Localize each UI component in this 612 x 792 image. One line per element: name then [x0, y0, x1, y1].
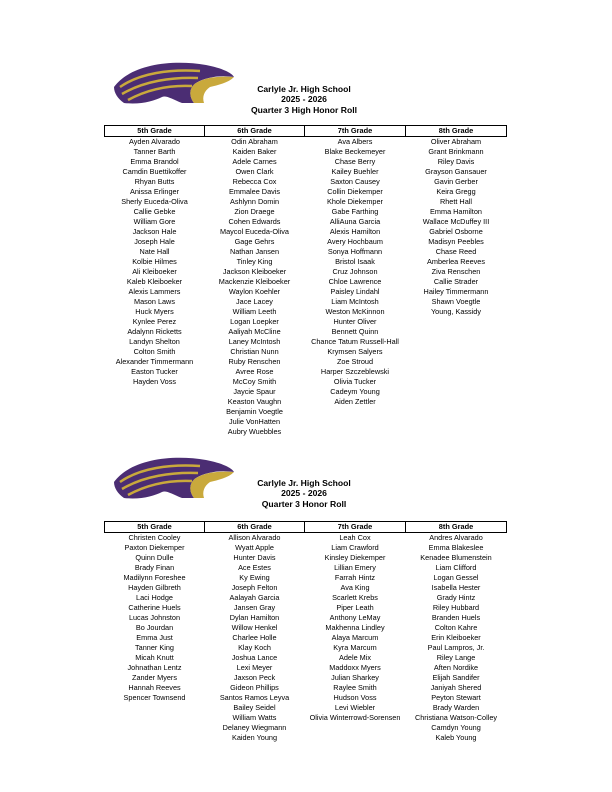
- student-name: Keira Gregg: [436, 186, 476, 196]
- student-name: Zoe Stroud: [336, 356, 374, 366]
- student-name: Julian Sharkey: [331, 672, 379, 682]
- table-row: [105, 187, 507, 197]
- student-name: Dylan Hamilton: [229, 612, 280, 622]
- student-name: Julie VonHatten: [228, 416, 281, 426]
- student-name: Maddoxx Myers: [329, 662, 381, 672]
- student-name: Young, Kassidy: [430, 306, 482, 316]
- student-name: [406, 357, 507, 367]
- student-name: Rhyan Butts: [134, 176, 175, 186]
- table-row: [105, 623, 507, 633]
- student-name: Kolbie Hilmes: [132, 256, 177, 266]
- student-name: Alexander Timmermann: [115, 356, 194, 366]
- student-name: Hunter Oliver: [333, 316, 377, 326]
- table-row: [105, 407, 507, 417]
- student-name: [305, 407, 406, 417]
- table-row: [105, 723, 507, 733]
- student-name: Chloe Lawrence: [328, 276, 382, 286]
- student-name: Paul Lampros, Jr.: [427, 642, 485, 652]
- roll-title: Quarter 3 Honor Roll: [261, 498, 347, 509]
- student-name: Zander Myers: [131, 672, 177, 682]
- student-name: Kailey Buehler: [331, 166, 379, 176]
- student-name: Gavin Gerber: [434, 176, 478, 186]
- student-name: Maycol Euceda-Oliva: [220, 226, 289, 236]
- student-name: Emma Just: [136, 632, 173, 642]
- student-name: Kenadee Blumenstein: [420, 552, 492, 562]
- student-name: Emma Hamilton: [430, 206, 482, 216]
- student-name: Nate Hall: [139, 246, 170, 256]
- student-name: Olivia Winterrowd-Sorensen: [309, 712, 401, 722]
- table-row: [105, 673, 507, 683]
- student-name: [105, 427, 205, 437]
- student-name: Tanner King: [135, 642, 174, 652]
- student-name: Raylee Smith: [333, 682, 377, 692]
- student-name: Adele Mix: [338, 652, 372, 662]
- student-name: [105, 407, 205, 417]
- student-name: Joseph Felton: [231, 582, 278, 592]
- table-row: [105, 663, 507, 673]
- student-name: Kyra Marcum: [333, 642, 377, 652]
- student-name: Lillian Emery: [334, 562, 376, 572]
- student-name: Cohen Edwards: [228, 216, 281, 226]
- roll-title: Quarter 3 High Honor Roll: [251, 104, 357, 115]
- student-name: Camdyn Young: [431, 722, 481, 732]
- student-name: Paxton Diekemper: [124, 542, 185, 552]
- student-name: Ayden Alvarado: [129, 136, 180, 146]
- grade-header: 7th Grade: [305, 522, 406, 533]
- student-name: [406, 377, 507, 387]
- student-name: Jaxson Peck: [233, 672, 276, 682]
- table-row: [105, 633, 507, 643]
- student-name: [305, 733, 406, 743]
- student-name: Odin Abraham: [231, 136, 278, 146]
- student-name: [105, 703, 205, 713]
- student-name: [305, 427, 406, 437]
- student-name: Grant Brinkmann: [428, 146, 484, 156]
- student-name: Jackson Hale: [132, 226, 177, 236]
- table-row: [105, 287, 507, 297]
- table-row: [105, 297, 507, 307]
- student-name: Alaya Marcum: [331, 632, 379, 642]
- student-name: Christen Cooley: [128, 532, 181, 542]
- student-name: Ziva Renschen: [431, 266, 481, 276]
- grade-header: 6th Grade: [205, 126, 305, 137]
- student-name: Gabriel Osborne: [429, 226, 483, 236]
- student-name: [406, 367, 507, 377]
- student-name: Liam McIntosh: [331, 296, 379, 306]
- student-name: Grady Hintz: [436, 592, 476, 602]
- student-name: Logan Gessel: [433, 572, 479, 582]
- table-row: [105, 397, 507, 407]
- student-name: Kaleb Kleiboeker: [126, 276, 183, 286]
- student-name: Harper Szczeblewski: [320, 366, 390, 376]
- table-row: [105, 643, 507, 653]
- student-name: Christiana Watson-Colley: [414, 712, 498, 722]
- table-row: [105, 593, 507, 603]
- student-name: Grayson Gansauer: [425, 166, 487, 176]
- student-name: Huck Myers: [135, 306, 174, 316]
- student-name: Gage Gehrs: [234, 236, 275, 246]
- student-name: Emma Brandol: [130, 156, 179, 166]
- student-name: Madilynn Foreshee: [123, 572, 186, 582]
- student-name: Wallace McDuffey III: [422, 216, 490, 226]
- student-name: Blake Beckemeyer: [324, 146, 386, 156]
- student-name: Allison Alvarado: [228, 532, 281, 542]
- student-name: Gideon Phillips: [230, 682, 279, 692]
- student-name: Easton Tucker: [131, 366, 178, 376]
- table-row: [105, 277, 507, 287]
- table-row: [105, 553, 507, 563]
- student-name: Olivia Tucker: [333, 376, 377, 386]
- student-name: Hayden Gilbreth: [128, 582, 181, 592]
- student-name: [406, 317, 507, 327]
- student-name: Liam Clifford: [435, 562, 477, 572]
- student-name: [305, 417, 406, 427]
- table-row: [105, 307, 507, 317]
- table-row: [105, 713, 507, 723]
- student-name: Branden Huels: [431, 612, 481, 622]
- table-row: [105, 207, 507, 217]
- student-name: Laci Hodge: [136, 592, 173, 602]
- grade-header-row: [105, 126, 507, 137]
- student-name: Delaney Wiegmann: [222, 722, 287, 732]
- student-name: Krymsen Salyers: [327, 346, 383, 356]
- table-row: [105, 613, 507, 623]
- student-name: Bo Jourdan: [135, 622, 174, 632]
- student-name: Isabella Hester: [431, 582, 481, 592]
- table-row: [105, 653, 507, 663]
- table-row: [105, 367, 507, 377]
- student-name: Zion Draege: [234, 206, 275, 216]
- table-row: [105, 583, 507, 593]
- student-name: [406, 427, 507, 437]
- student-name: Mason Laws: [134, 296, 175, 306]
- student-name: Kynlee Perez: [132, 316, 177, 326]
- student-name: Landyn Shelton: [129, 336, 180, 346]
- table-row: [105, 603, 507, 613]
- student-name: Hailey Timmermann: [423, 286, 489, 296]
- student-name: Khole Diekemper: [327, 196, 383, 206]
- student-name: Piper Leath: [336, 602, 374, 612]
- student-name: Bennett Quinn: [331, 326, 379, 336]
- student-name: Logan Loepker: [230, 316, 279, 326]
- student-name: Riley Hubbard: [432, 602, 480, 612]
- student-name: AlliAuna Garcia: [329, 216, 381, 226]
- student-name: Shawn Voegtle: [431, 296, 481, 306]
- student-name: Erin Kleiboeker: [431, 632, 481, 642]
- student-name: Kaleb Young: [435, 732, 477, 742]
- student-name: Micah Knutt: [135, 652, 174, 662]
- student-name: Chase Berry: [334, 156, 376, 166]
- student-name: William Watts: [232, 712, 277, 722]
- table-row: [105, 733, 507, 743]
- student-name: Sherly Euceda-Oliva: [121, 196, 188, 206]
- student-name: Hannah Reeves: [128, 682, 181, 692]
- student-name: Joshua Lance: [231, 652, 278, 662]
- student-name: Santos Ramos Leyva: [219, 692, 290, 702]
- student-name: [406, 387, 507, 397]
- student-name: [105, 713, 205, 723]
- student-name: Wyatt Apple: [235, 542, 274, 552]
- student-name: Janiyah Shered: [430, 682, 482, 692]
- grade-header: 8th Grade: [406, 126, 507, 137]
- student-name: Colton Kahre: [434, 622, 478, 632]
- table-row: [105, 217, 507, 227]
- student-name: [406, 397, 507, 407]
- student-name: [406, 407, 507, 417]
- student-name: Paisley Lindahl: [330, 286, 380, 296]
- table-row: [105, 147, 507, 157]
- student-name: Joseph Hale: [134, 236, 175, 246]
- student-name: Rebecca Cox: [232, 176, 277, 186]
- student-name: Emmalee Davis: [228, 186, 281, 196]
- student-name: Mackenzie Kleiboeker: [218, 276, 291, 286]
- student-name: Jansen Gray: [233, 602, 276, 612]
- high-honor-roll-table: [104, 125, 507, 437]
- student-name: Adalynn Ricketts: [127, 326, 182, 336]
- student-name: Aften Nordike: [433, 662, 479, 672]
- student-name: Adele Carnes: [232, 156, 277, 166]
- student-name: Emma Blakeslee: [428, 542, 484, 552]
- table-row: [105, 327, 507, 337]
- student-name: Makhenna Lindley: [325, 622, 385, 632]
- student-name: Kaiden Baker: [232, 146, 277, 156]
- student-name: Aaliyah McCline: [228, 326, 281, 336]
- table-row: [105, 337, 507, 347]
- student-name: [406, 347, 507, 357]
- school-name: Carlyle Jr. High School: [257, 84, 351, 94]
- student-name: [406, 337, 507, 347]
- student-name: [105, 417, 205, 427]
- student-name: Lucas Johnston: [128, 612, 181, 622]
- table-row: [105, 237, 507, 247]
- student-name: [105, 387, 205, 397]
- student-name: [105, 733, 205, 743]
- student-name: Scarlett Krebs: [332, 592, 378, 602]
- student-name: Hunter Davis: [233, 552, 276, 562]
- table-row: [105, 427, 507, 437]
- student-name: Brady Warden: [432, 702, 480, 712]
- student-name: Waylon Koehler: [228, 286, 281, 296]
- table-row: [105, 157, 507, 167]
- grade-header: 7th Grade: [305, 126, 406, 137]
- student-name: [305, 723, 406, 733]
- student-name: Ava King: [340, 582, 370, 592]
- student-name: Andres Alvarado: [429, 532, 483, 542]
- student-name: Avery Hochbaum: [327, 236, 383, 246]
- student-name: Anissa Erlinger: [129, 186, 180, 196]
- student-name: Kinsley Diekemper: [324, 552, 386, 562]
- student-name: [406, 417, 507, 427]
- student-name: Spencer Townsend: [123, 692, 186, 702]
- student-name: Callie Gebke: [133, 206, 176, 216]
- table-row: [105, 247, 507, 257]
- table-row: [105, 703, 507, 713]
- student-name: Laney McIntosh: [228, 336, 281, 346]
- student-name: Camdin Buettikoffer: [122, 166, 187, 176]
- student-name: Ky Ewing: [239, 572, 270, 582]
- student-name: Chase Reed: [435, 246, 477, 256]
- table-row: [105, 573, 507, 583]
- student-name: Klay Koch: [238, 642, 271, 652]
- student-name: Ashlynn Domin: [229, 196, 280, 206]
- student-name: Anthony LeMay: [329, 612, 381, 622]
- student-name: Leah Cox: [339, 532, 371, 542]
- table-row: [105, 257, 507, 267]
- table-row: [105, 377, 507, 387]
- student-name: Kaiden Young: [231, 732, 278, 742]
- student-name: Ava Albers: [337, 136, 373, 146]
- student-name: Collin Diekemper: [327, 186, 383, 196]
- student-name: Avree Rose: [235, 366, 274, 376]
- student-name: Catherine Huels: [128, 602, 181, 612]
- table-row: [105, 532, 507, 543]
- table-row: [105, 387, 507, 397]
- table-row: [105, 167, 507, 177]
- student-name: Farrah Hintz: [334, 572, 376, 582]
- student-name: [105, 397, 205, 407]
- student-name: Cruz Johnson: [332, 266, 378, 276]
- student-name: Benjamin Voegtle: [226, 406, 283, 416]
- table-row: [105, 563, 507, 573]
- table-row: [105, 267, 507, 277]
- student-name: Willow Henkel: [231, 622, 278, 632]
- student-name: Charlee Holle: [232, 632, 277, 642]
- honor-roll-table: [104, 521, 507, 743]
- school-year: 2025 - 2026: [281, 94, 327, 105]
- table-row: [105, 417, 507, 427]
- student-name: Aubry Wuebbles: [227, 426, 282, 436]
- grade-header: 6th Grade: [205, 522, 305, 533]
- student-name: Alexis Lammers: [128, 286, 181, 296]
- student-name: Levi Wiebler: [334, 702, 376, 712]
- student-name: Ruby Renschen: [228, 356, 281, 366]
- student-name: Johnathan Lentz: [127, 662, 182, 672]
- student-name: Liam Crawford: [331, 542, 379, 552]
- student-name: Sonya Hoffmann: [327, 246, 383, 256]
- student-name: Alexis Hamilton: [329, 226, 381, 236]
- table-row: [105, 177, 507, 187]
- student-name: Bailey Seidel: [233, 702, 276, 712]
- student-name: Saxton Causey: [330, 176, 380, 186]
- grade-header-row: [105, 522, 507, 533]
- school-year: 2025 - 2026: [281, 488, 327, 499]
- student-name: Hayden Voss: [133, 376, 176, 386]
- grade-header: 5th Grade: [105, 522, 205, 533]
- table-row: [105, 683, 507, 693]
- student-name: Weston McKinnon: [325, 306, 385, 316]
- student-name: Chance Tatum Russell-Hall: [311, 336, 399, 346]
- student-name: Jackson Kleiboeker: [222, 266, 287, 276]
- student-name: Keaston Vaughn: [227, 396, 282, 406]
- student-name: Callie Strader: [433, 276, 479, 286]
- student-name: Riley Davis: [437, 156, 475, 166]
- student-name: Tanner Barth: [133, 146, 176, 156]
- student-name: Jace Lacey: [236, 296, 273, 306]
- student-name: Tinley King: [236, 256, 273, 266]
- student-name: Owen Clark: [235, 166, 274, 176]
- student-name: Gabe Farthing: [331, 206, 379, 216]
- student-name: Elijah Sandifer: [432, 672, 480, 682]
- student-name: Quinn Dulle: [135, 552, 174, 562]
- grade-header: 8th Grade: [406, 522, 507, 533]
- table-row: [105, 357, 507, 367]
- student-name: Nathan Jansen: [229, 246, 280, 256]
- student-name: Amberlea Reeves: [427, 256, 485, 266]
- student-name: Riley Lange: [436, 652, 476, 662]
- student-name: Hudson Voss: [333, 692, 377, 702]
- student-name: Brady Finan: [134, 562, 175, 572]
- table-row: [105, 197, 507, 207]
- table-row: [105, 317, 507, 327]
- student-name: Aalayah Garcia: [229, 592, 280, 602]
- student-name: Peyton Stewart: [431, 692, 481, 702]
- student-name: Ali Kleiboeker: [132, 266, 177, 276]
- student-name: Colton Smith: [133, 346, 176, 356]
- student-name: Aiden Zettler: [334, 396, 376, 406]
- student-name: William Gore: [133, 216, 176, 226]
- school-name: Carlyle Jr. High School: [257, 478, 351, 488]
- student-name: Madisyn Peebles: [428, 236, 484, 246]
- student-name: Rhett Hall: [439, 196, 473, 206]
- student-name: William Leeth: [232, 306, 277, 316]
- student-name: Cadeym Young: [330, 386, 380, 396]
- table-row: [105, 693, 507, 703]
- grade-header: 5th Grade: [105, 126, 205, 137]
- student-name: Bristol Isaak: [335, 256, 375, 266]
- student-name: [406, 327, 507, 337]
- student-name: McCoy Smith: [232, 376, 277, 386]
- table-row: [105, 136, 507, 147]
- student-name: Oliver Abraham: [430, 136, 482, 146]
- table-row: [105, 543, 507, 553]
- student-name: Christian Nunn: [230, 346, 279, 356]
- student-name: Lexi Meyer: [236, 662, 273, 672]
- table-row: [105, 227, 507, 237]
- table-row: [105, 347, 507, 357]
- student-name: Ace Estes: [238, 562, 271, 572]
- student-name: Jaycie Spaur: [233, 386, 276, 396]
- student-name: [105, 723, 205, 733]
